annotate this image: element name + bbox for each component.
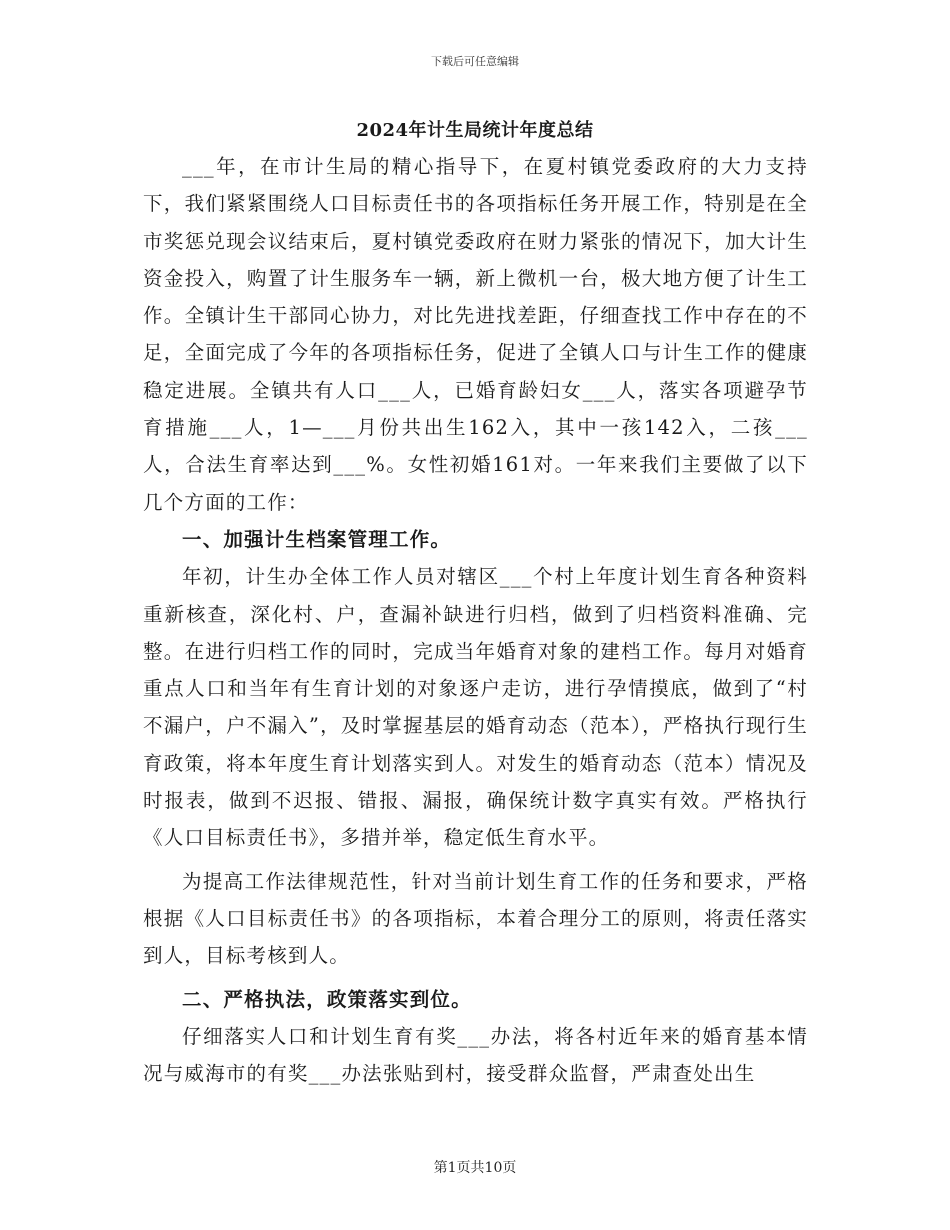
paragraph-archive-management: 年初，计生办全体工作人员对辖区___个村上年度计划生育各种资料重新核查，深化村、户，查漏补缺进行归档，做到了归档资料准确、完整。在进行归档工作的同时，完成当年婚育对象的建档工作。每月对婚育重点人口和当年有生育计划的对象逐户走访，进行孕情摸底，做到了“村不漏户，户不漏入”，及时掌握基层的婚育动态（范本），严格执行现行生育政策，将本年度生育计划落实到人。对发生的婚育动态（范本）情况及时报表，做到不迟报、错报、漏报，确保统计数字真实有效。严格执行《人口目标责任书》，多措并举，稳定低生育水平。	[143, 565, 808, 850]
paragraph-legal-standard: 为提高工作法律规范性，针对当前计划生育工作的任务和要求，严格根据《人口目标责任书》的各项指标，本着合理分工的原则，将责任落实到人，目标考核到人。	[143, 869, 808, 968]
document-title: 2024年计生局统计年度总结	[356, 120, 594, 141]
paragraph-intro: ___年，在市计生局的精心指导下，在夏村镇党委政府的大力支持下，我们紧紧围绕人口目标责任书的各项指标任务开展工作，特别是在全市奖惩兑现会议结束后，夏村镇党委政府在财力紧张的情况下，加大计生资金投入，购置了计生服务车一辆，新上微机一台，极大地方便了计生工作。全镇计生干部同心协力，对比先进找差距，仔细查找工作中存在的不足，全面完成了今年的各项指标任务，促进了全镇人口与计生工作的健康稳定进展。全镇共有人口___人，已婚育龄妇女___人，落实各项避孕节育措施___人，1—___月份共出生162入，其中一孩142入，二孩___人，合法生育率达到___%。女性初婚161对。一年来我们主要做了以下几个方面的工作：	[143, 155, 808, 514]
section-heading-2: 二、严格执法，政策落实到位。	[182, 987, 472, 1011]
header-note: 下载后可任意编辑	[431, 55, 519, 68]
paragraph-enforcement: 仔细落实人口和计划生育有奖___办法，将各村近年来的婚育基本情况与威海市的有奖___办法张贴到村，接受群众监督，严肃查处出生	[143, 1024, 808, 1086]
page-footer: 第1页共10页	[433, 1160, 517, 1176]
document-body	[143, 148, 808, 1092]
section-heading-1: 一、加强计生档案管理工作。	[182, 527, 452, 551]
